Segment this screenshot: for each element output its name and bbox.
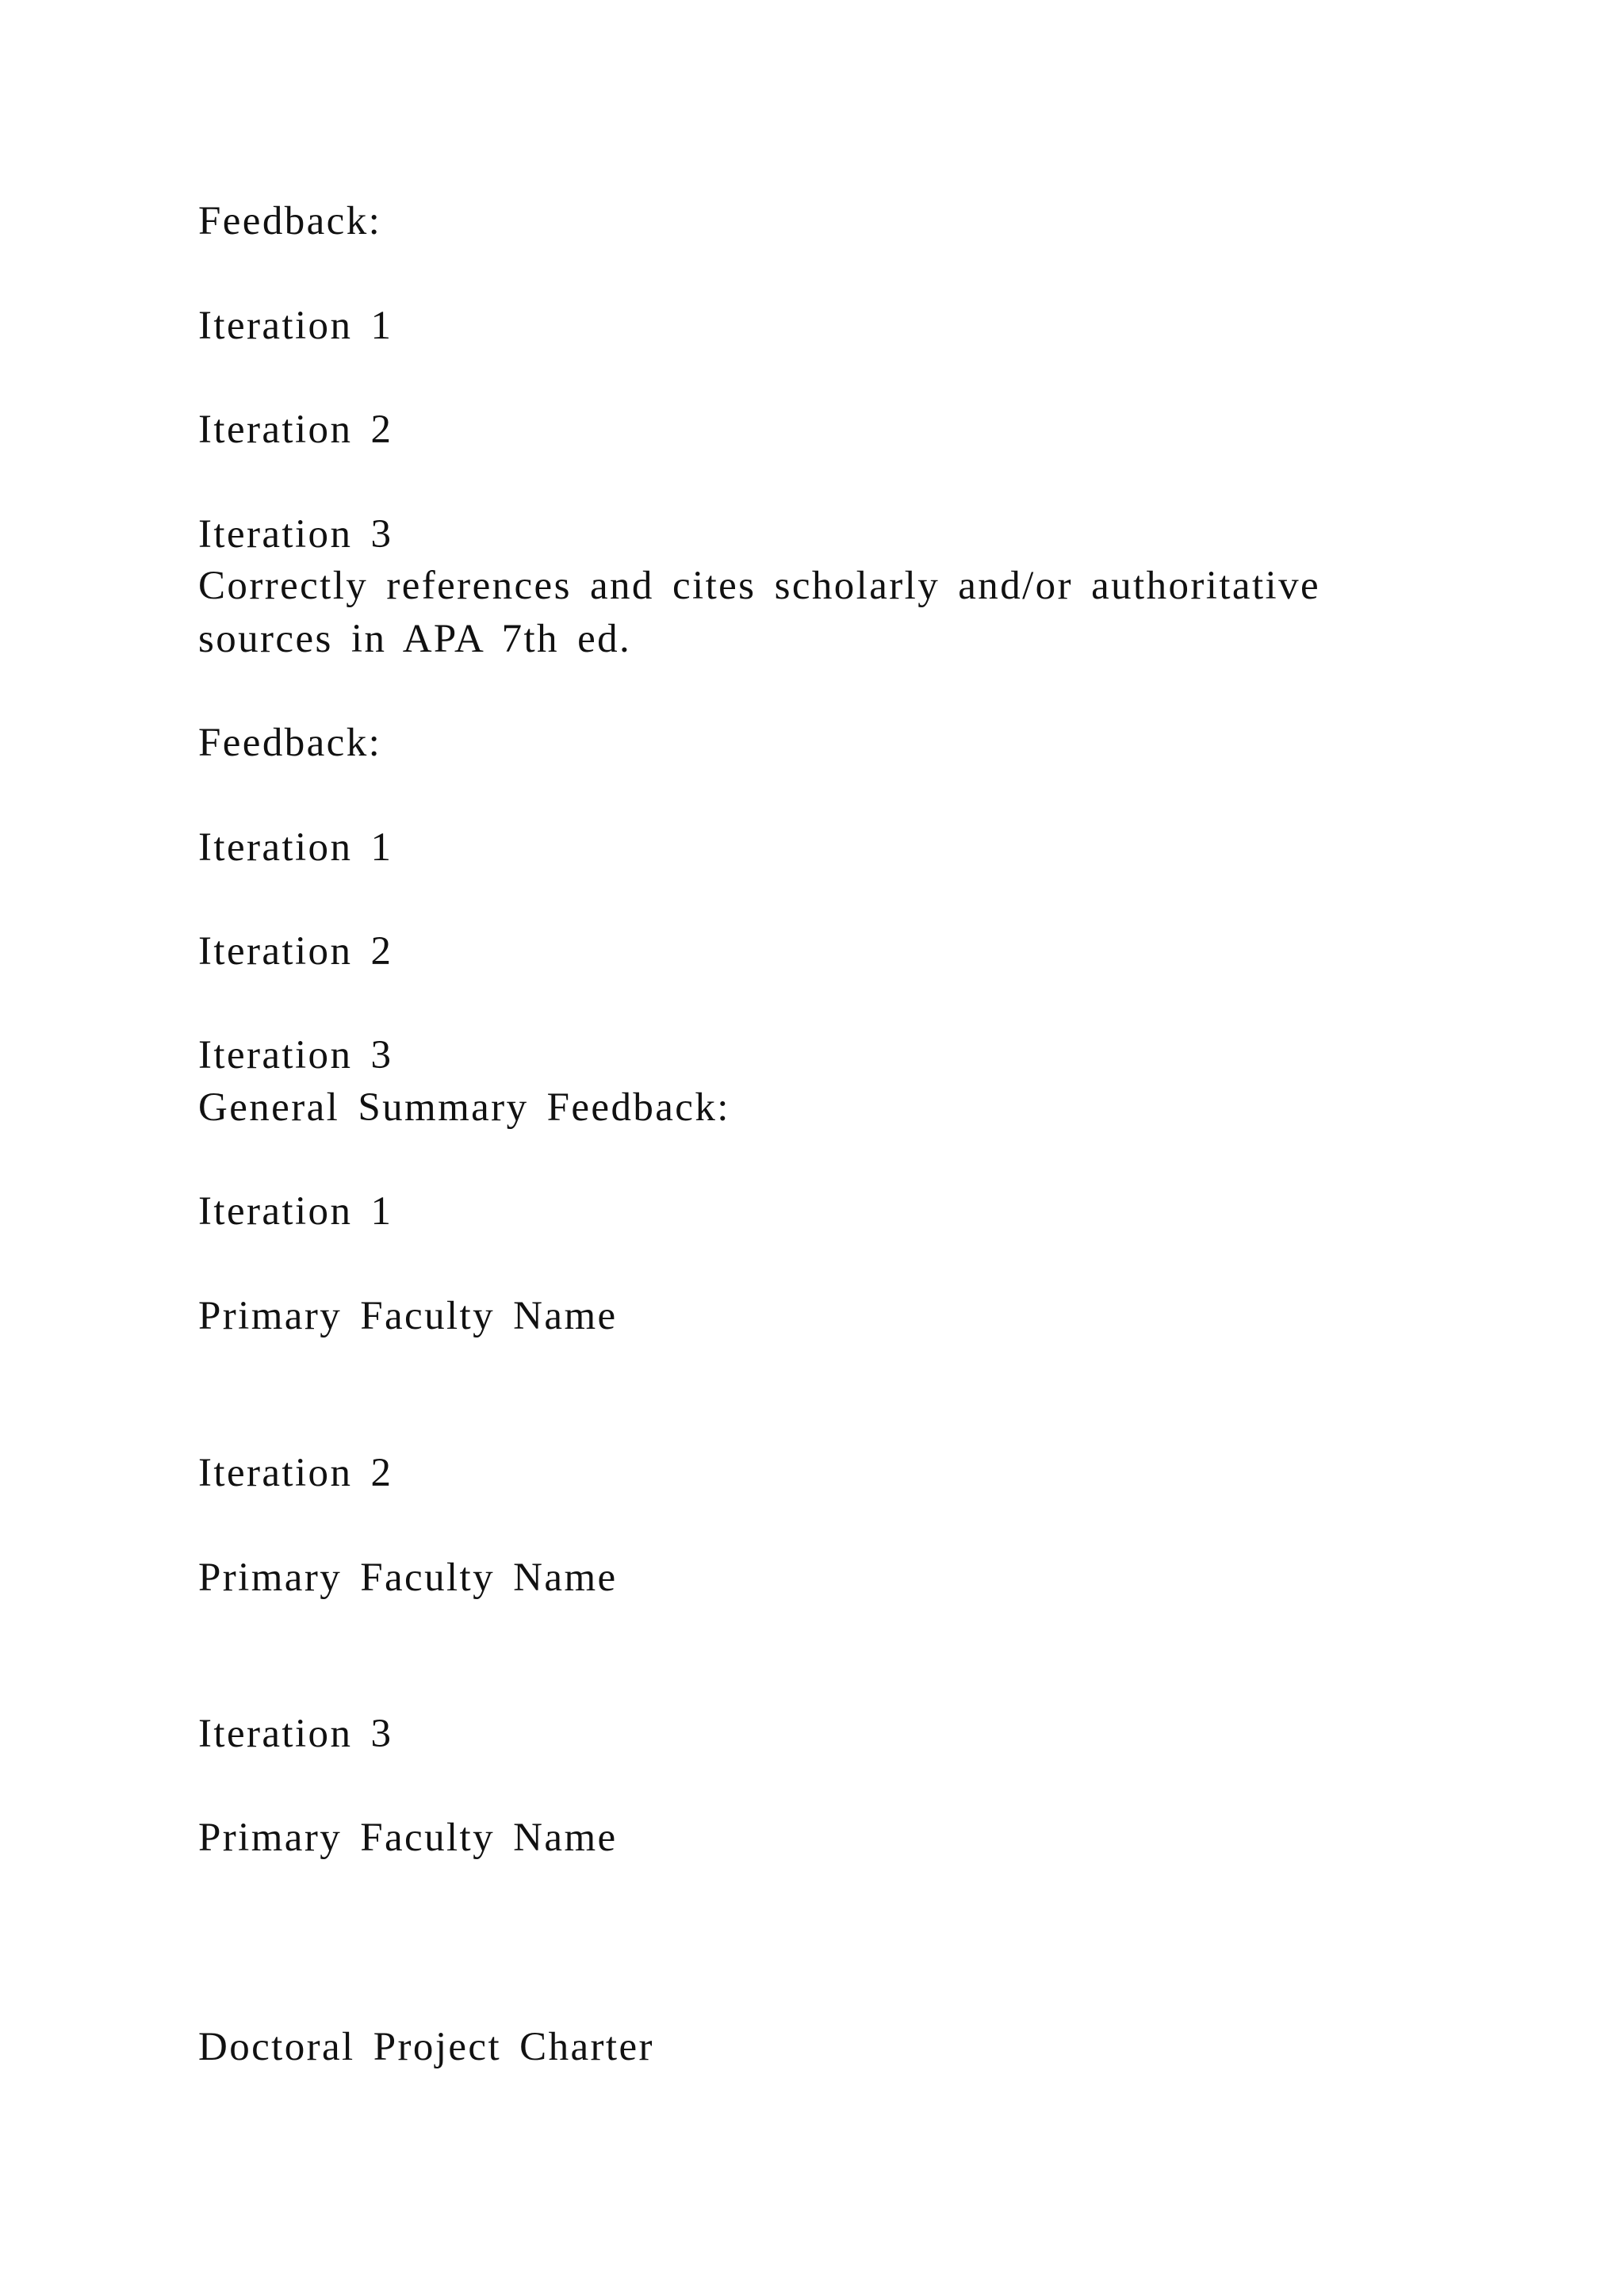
iteration-3-label-a: Iteration 3 [198,512,393,557]
iteration-3-label-c: Iteration 3 [198,1712,393,1756]
iteration-3-label-b: Iteration 3 [198,1033,393,1077]
feedback-label-1: Feedback: [198,199,382,243]
feedback-label-2: Feedback: [198,721,382,765]
iteration-2-label-c: Iteration 2 [198,1451,393,1495]
criterion-text-line-1: Correctly references and cites scholarly and/or authoritative [198,564,1321,608]
iteration-1-label-c: Iteration 1 [198,1189,393,1234]
iteration-2-label-b: Iteration 2 [198,929,393,974]
general-summary-feedback-heading: General Summary Feedback: [198,1085,730,1130]
doctoral-project-charter-heading: Doctoral Project Charter [198,2025,654,2069]
primary-faculty-name-1: Primary Faculty Name [198,1294,618,1338]
iteration-1-label-b: Iteration 1 [198,825,393,870]
criterion-text-line-2: sources in APA 7th ed. [198,617,632,661]
iteration-1-label-a: Iteration 1 [198,304,393,348]
primary-faculty-name-2: Primary Faculty Name [198,1556,618,1600]
iteration-2-label-a: Iteration 2 [198,408,393,452]
primary-faculty-name-3: Primary Faculty Name [198,1816,618,1860]
